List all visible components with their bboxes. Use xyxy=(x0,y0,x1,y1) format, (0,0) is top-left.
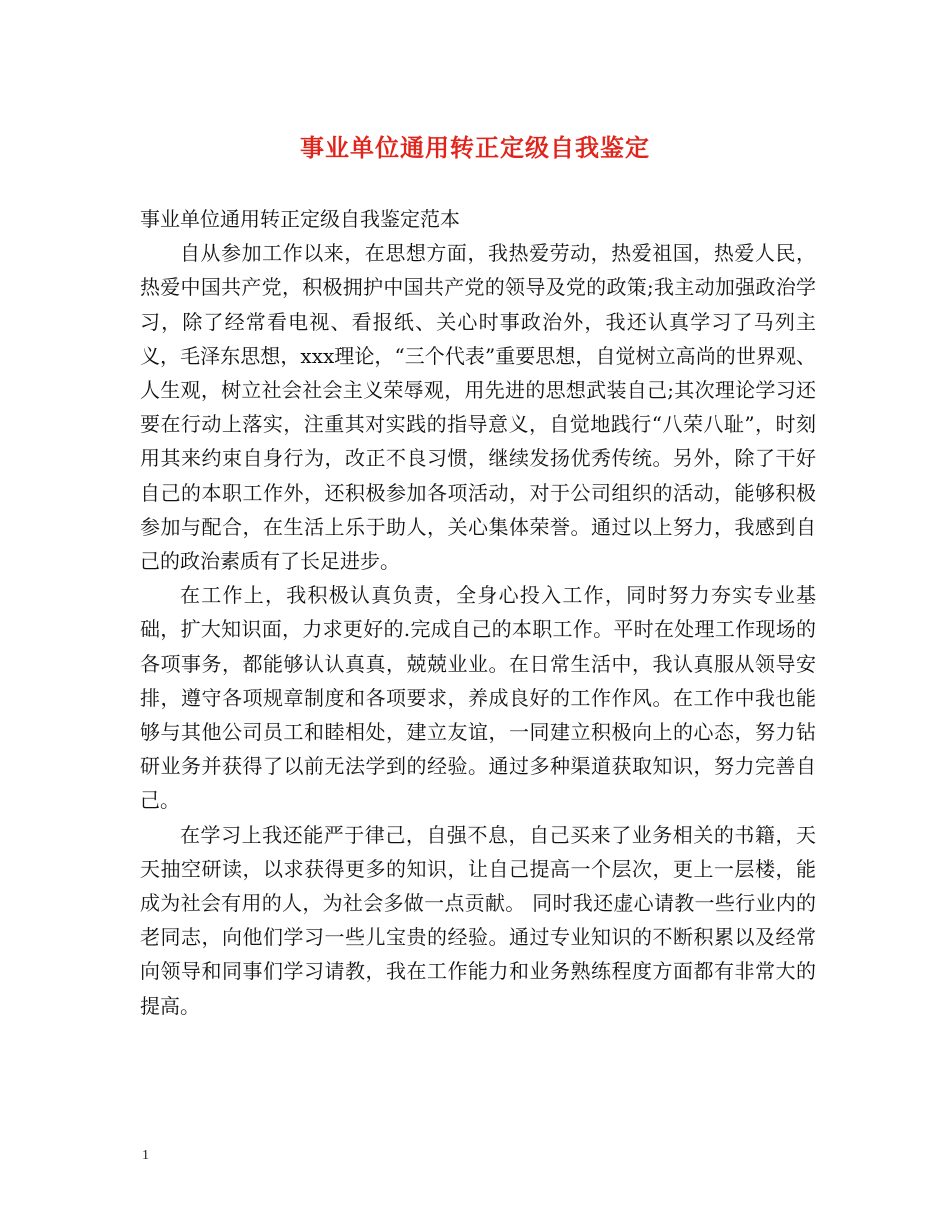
document-title: 事业单位通用转正定级自我鉴定 xyxy=(300,133,650,162)
paragraph-thought: 自从参加工作以来，在思想方面，我热爱劳动，热爱祖国，热爱人民，热爱中国共产党，积极拥护中国共产党的领导及党的政策;我主动加强政治学习，除了经常看电视、看报纸、关心时事政治外，我还认真学习了马列主义，毛泽东思想，xxx理论，“三个代表”重要思想，自觉树立高尚的世界观、人生观，树立社会社会主义荣辱观，用先进的思想武装自己;其次理论学习还要在行动上落实，注重其对实践的指导意义，自觉地践行“八荣八耻”，时刻用其来约束自身行为，改正不良习惯，继续发扬优秀传统。另外，除了干好自己的本职工作外，还积极参加各项活动，对于公司组织的活动，能够积极参加与配合，在生活上乐于助人，关心集体荣誉。通过以上努力，我感到自己的政治素质有了长足进步。 xyxy=(140,241,816,574)
page-number: 1 xyxy=(142,1148,149,1163)
paragraph-study: 在学习上我还能严于律己，自强不息，自己买来了业务相关的书籍，天天抽空研读，以求获得更多的知识，让自己提高一个层次，更上一层楼，能成为社会有用的人，为社会多做一点贡献。 同时我还虚心请教一些行业内的老同志，向他们学习一些儿宝贵的经验。通过专业知识的不断积累以及经常向领导和同事们学习请教，我在工作能力和业务熟练程度方面都有非常大的提高。 xyxy=(140,822,816,1018)
paragraph-work: 在工作上，我积极认真负责，全身心投入工作，同时努力夯实专业基础，扩大知识面，力求更好的.完成自己的本职工作。平时在处理工作现场的各项事务，都能够认认真真，兢兢业业。在日常生活中，我认真服从领导安排，遵守各项规章制度和各项要求，养成良好的工作作风。在工作中我也能够与其他公司员工和睦相处，建立友谊，一同建立积极向上的心态，努力钻研业务并获得了以前无法学到的经验。通过多种渠道获取知识，努力完善自己。 xyxy=(140,583,816,813)
document-body xyxy=(140,202,816,1023)
document-subtitle: 事业单位通用转正定级自我鉴定范本 xyxy=(140,207,460,231)
